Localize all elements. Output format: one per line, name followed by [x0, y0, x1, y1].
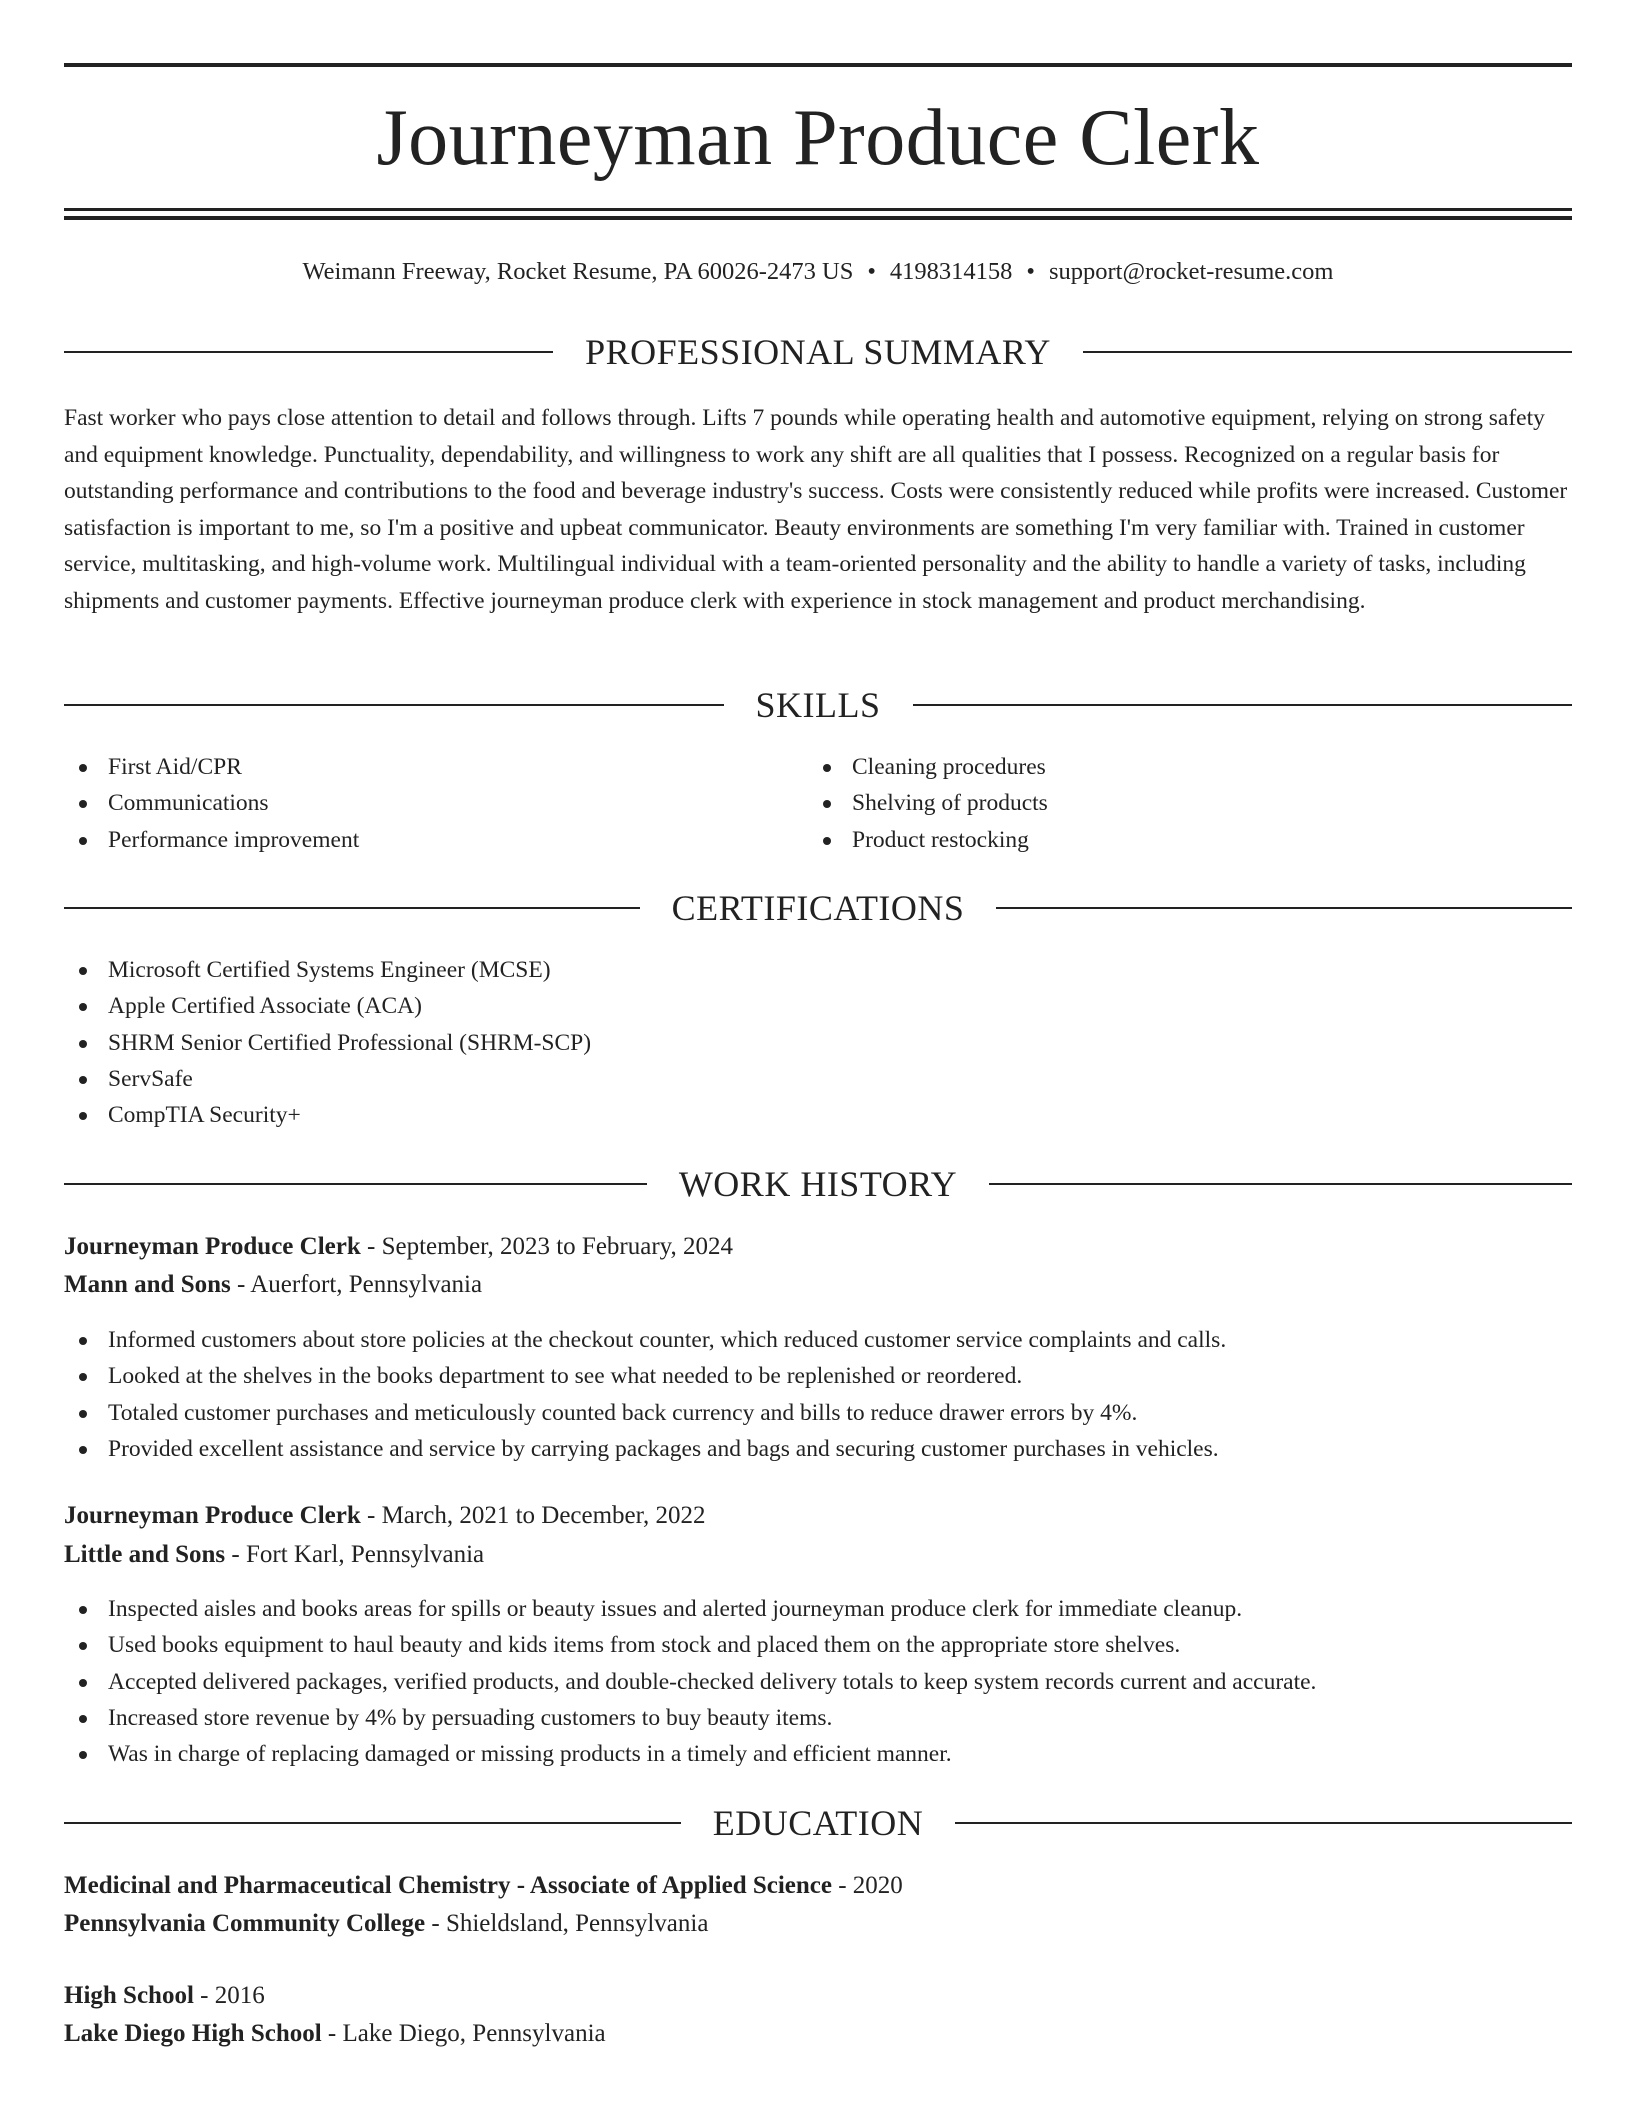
contact-separator: • [867, 258, 876, 285]
heading-rule-left [64, 1183, 647, 1185]
contact-phone: 4198314158 [889, 258, 1013, 285]
bullet-icon [79, 1337, 87, 1345]
skills-heading-label: SKILLS [755, 685, 881, 725]
job-duty-text: Totaled customer purchases and meticulously counted back currency and bills to reduce drawer errors by 4%. [108, 1399, 1138, 1426]
certification-label: Microsoft Certified Systems Engineer (MCSE) [108, 957, 551, 983]
certifications-list [64, 952, 591, 1133]
job-duty [64, 1700, 1316, 1736]
job-company-line [64, 1536, 484, 1574]
summary-text: Fast worker who pays close attention to detail and follows through. Lifts 7 pounds while operating health and automotive equipment, relying on strong safety and equipment knowledge. Punctuality, dependability, and willingness to work any shift are all qualities that I possess. Recognized on a regular basis for outstanding performance and contributions to the food and beverage industry's success. Costs were consistently reduced while profits were increased. Customer satisfaction is important to me, so I'm a positive and upbeat communicator. Beauty environments are something I'm very familiar with. Trained in customer service, multitasking, and high-volume work. Multilingual individual with a team-oriented personality and the ability to handle a variety of tasks, including shipments and customer payments. Effective journeyman produce clerk with experience in stock management and product merchandising. [64, 405, 1568, 614]
heading-rule-left [64, 704, 724, 706]
job-duty [64, 1431, 1226, 1467]
certification-label: SHRM Senior Certified Professional (SHRM-SCP) [108, 1029, 592, 1056]
job-title: Journeyman Produce Clerk [64, 1502, 361, 1529]
summary-heading [64, 327, 1572, 377]
skill-label: Performance improvement [108, 826, 360, 853]
skills-list-right [808, 749, 1048, 858]
title-rule-lower [64, 216, 1572, 220]
certification-label: Apple Certified Associate (ACA) [108, 993, 422, 1020]
education-school: Lake Diego High School [64, 2020, 322, 2047]
job-company: Mann and Sons [64, 1271, 231, 1298]
bullet-icon [79, 1679, 87, 1687]
skills-list-left [64, 749, 359, 858]
job-dates: - September, 2023 to February, 2024 [360, 1233, 734, 1260]
certification-item [64, 1097, 591, 1133]
job-duty [64, 1664, 1316, 1700]
skill-item [808, 749, 1048, 785]
certification-label: ServSafe [108, 1065, 193, 1092]
skills-heading [64, 680, 1572, 730]
heading-rule-left [64, 351, 553, 353]
bullet-icon [79, 1606, 87, 1614]
job-duty-text: Looked at the shelves in the books department to see what needed to be replenished or reordered. [108, 1363, 1023, 1390]
bullet-icon [823, 800, 831, 808]
skill-item [808, 822, 1048, 858]
job-duty [64, 1395, 1226, 1431]
job-title-line [64, 1228, 733, 1266]
job-duties-list [64, 1322, 1226, 1467]
education-degree-line [64, 1867, 903, 1905]
education-location: - Lake Diego, Pennsylvania [321, 2020, 606, 2047]
bullet-icon [79, 967, 87, 975]
job-title: Journeyman Produce Clerk [64, 1233, 361, 1260]
education-location: - Shieldsland, Pennsylvania [425, 1910, 709, 1937]
education-school-line [64, 2015, 606, 2053]
bullet-icon [79, 1040, 87, 1048]
education-heading-label: EDUCATION [712, 1803, 924, 1843]
bullet-icon [79, 1446, 87, 1454]
certification-item [64, 952, 591, 988]
work-history-heading-label: WORK HISTORY [678, 1164, 958, 1204]
education-heading [64, 1798, 1572, 1848]
job-title-line [64, 1497, 705, 1535]
job-duty-text: Was in charge of replacing damaged or missing products in a timely and efficient manner. [108, 1741, 952, 1768]
work-history-heading [64, 1159, 1572, 1209]
bullet-icon [79, 1076, 87, 1084]
job-duty-text: Accepted delivered packages, verified products, and double-checked delivery totals to keep system records current and accurate. [108, 1668, 1317, 1695]
certifications-heading-label: CERTIFICATIONS [671, 888, 965, 928]
skill-item [808, 785, 1048, 821]
job-duty-text: Inspected aisles and books areas for spills or beauty issues and alerted journeyman produce clerk for immediate cleanup. [108, 1596, 1243, 1622]
heading-rule-right [1083, 351, 1572, 353]
bullet-icon [79, 800, 87, 808]
skill-label: Product restocking [852, 826, 1029, 853]
bullet-icon [823, 837, 831, 845]
education-year: - 2016 [193, 1982, 265, 2009]
education-school: Pennsylvania Community College [64, 1910, 426, 1937]
heading-rule-right [913, 704, 1573, 706]
heading-rule-left [64, 1822, 681, 1824]
skill-label: Communications [108, 790, 269, 817]
contact-address: Weimann Freeway, Rocket Resume, PA 60026-2473 US [302, 258, 854, 285]
job-company: Little and Sons [64, 1541, 226, 1568]
contact-email: support@rocket-resume.com [1048, 258, 1334, 285]
contact-separator: • [1026, 258, 1035, 285]
certifications-heading [64, 883, 1572, 933]
bullet-icon [79, 1410, 87, 1418]
job-duty [64, 1591, 1316, 1627]
heading-rule-left [64, 907, 640, 909]
job-duty-text: Used books equipment to haul beauty and kids items from stock and placed them on the appropriate store shelves. [108, 1632, 1181, 1659]
certification-item [64, 988, 591, 1024]
heading-rule-right [989, 1183, 1572, 1185]
top-rule [64, 63, 1572, 67]
bullet-icon [79, 1003, 87, 1011]
job-location: - Fort Karl, Pennsylvania [225, 1541, 485, 1568]
job-duty-text: Provided excellent assistance and service by carrying packages and bags and securing customer purchases in vehicles. [108, 1435, 1219, 1462]
bullet-icon [79, 1112, 87, 1120]
bullet-icon [823, 764, 831, 772]
title-rule-upper [64, 208, 1572, 211]
bullet-icon [79, 1642, 87, 1650]
education-degree-line [64, 1977, 265, 2015]
education-degree: High School [64, 1982, 194, 2009]
job-duty-text: Informed customers about store policies at the checkout counter, which reduced customer service complaints and calls. [108, 1327, 1227, 1353]
heading-rule-right [955, 1822, 1572, 1824]
resume-title: Journeyman Produce Clerk [376, 94, 1260, 182]
skill-item [64, 822, 359, 858]
job-duty [64, 1358, 1226, 1394]
job-dates: - March, 2021 to December, 2022 [360, 1502, 706, 1529]
job-location: - Auerfort, Pennsylvania [230, 1271, 483, 1298]
job-duty-text: Increased store revenue by 4% by persuading customers to buy beauty items. [108, 1704, 833, 1731]
contact-info [64, 254, 1572, 290]
bullet-icon [79, 1373, 87, 1381]
bullet-icon [79, 837, 87, 845]
certification-label: CompTIA Security+ [108, 1102, 301, 1129]
job-duty [64, 1736, 1316, 1772]
job-duty [64, 1322, 1226, 1358]
education-degree: Medicinal and Pharmaceutical Chemistry - Associate of Applied Science [64, 1872, 832, 1899]
skill-item [64, 749, 359, 785]
bullet-icon [79, 764, 87, 772]
skill-label: Shelving of products [852, 790, 1048, 817]
certification-item [64, 1061, 591, 1097]
bullet-icon [79, 1751, 87, 1759]
heading-rule-right [996, 907, 1572, 909]
job-duty [64, 1627, 1316, 1663]
skill-label: First Aid/CPR [108, 754, 242, 780]
education-school-line [64, 1905, 708, 1943]
skill-label: Cleaning procedures [852, 754, 1046, 780]
summary-heading-label: PROFESSIONAL SUMMARY [585, 332, 1051, 372]
job-duties-list [64, 1591, 1316, 1772]
certification-item [64, 1025, 591, 1061]
skill-item [64, 785, 359, 821]
bullet-icon [79, 1715, 87, 1723]
job-company-line [64, 1266, 482, 1304]
education-year: - 2020 [831, 1872, 903, 1899]
